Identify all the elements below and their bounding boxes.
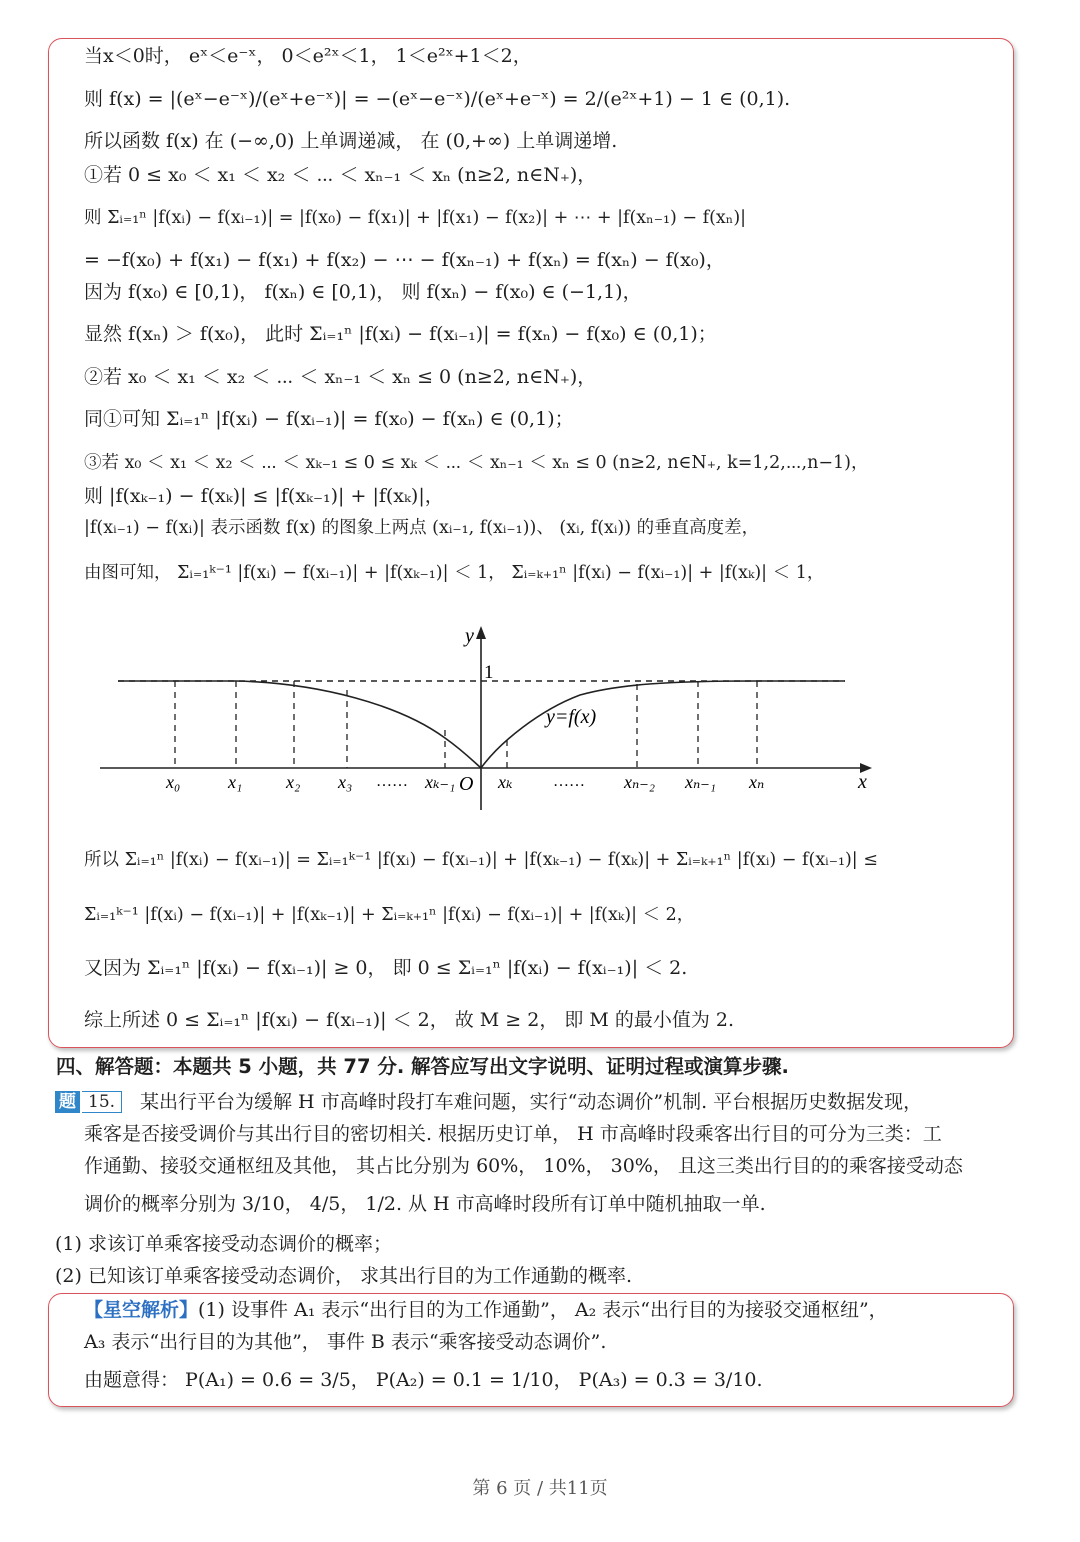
- solution-line: 则 Σᵢ₌₁ⁿ |f(xᵢ) − f(xᵢ₋₁)| = |f(x₀) − f(x₁)| + |f(x₁) − f(x₂)| + ⋯ + |f(xₙ₋₁) − f(xₙ)|: [84, 208, 747, 228]
- tick-label: xₙ: [749, 772, 765, 792]
- solution-line: 当x＜0时， eˣ＜e⁻ˣ， 0＜e²ˣ＜1， 1＜e²ˣ+1＜2，: [84, 45, 532, 67]
- problem-line: 某出行平台为缓解 H 市高峰时段打车难问题，实行“动态调价”机制. 平台根据历史数据发现，: [140, 1091, 923, 1113]
- solution-line: 显然 f(xₙ) ＞ f(x₀)， 此时 Σᵢ₌₁ⁿ |f(xᵢ) − f(xᵢ₋₁)| = f(xₙ) − f(x₀) ∈ (0,1)；: [84, 323, 717, 345]
- tick-label: xₙ₋₁: [685, 772, 717, 792]
- solution-line: 所以 Σᵢ₌₁ⁿ |f(xᵢ) − f(xᵢ₋₁)| = Σᵢ₌₁ᵏ⁻¹ |f(xᵢ) − f(xᵢ₋₁)| + |f(xₖ₋₁) − f(xₖ)| + Σᵢ₌ₖ₊₁ⁿ |f(xᵢ) − f(xᵢ₋₁)| ≤: [84, 850, 878, 870]
- problem-question: (2) 已知该订单乘客接受动态调价， 求其出行目的为工作通勤的概率.: [55, 1265, 633, 1287]
- function-graph: [0, 620, 1080, 820]
- solution-line: = −f(x₀) + f(x₁) − f(x₁) + f(x₂) − ⋯ − f(xₙ₋₁) + f(xₙ) = f(xₙ) − f(x₀)，: [84, 249, 725, 271]
- problem-line: 乘客是否接受调价与其出行目的密切相关. 根据历史订单， H 市高峰时段乘客出行目的可分为三类：工: [84, 1123, 942, 1145]
- problem-line: 作通勤、接驳交通枢纽及其他， 其占比分别为 60%， 10%， 30%， 且这三类出行目的的乘客接受动态: [84, 1155, 963, 1177]
- y-axis-label: y: [465, 625, 474, 647]
- tick-label: x₀: [166, 772, 181, 792]
- x-axis-label: x: [858, 771, 867, 793]
- solution-line: A₃ 表示“出行目的为其他”， 事件 B 表示“乘客接受动态调价”.: [84, 1331, 607, 1353]
- tick-label: xₙ₋₂: [624, 772, 656, 792]
- solution-line: 所以函数 f(x) 在 (−∞,0) 上单调递减， 在 (0,+∞) 上单调递增.: [84, 130, 618, 152]
- analysis-tag: 【星空解析】: [84, 1299, 199, 1321]
- solution-line: 则 |f(xₖ₋₁) − f(xₖ)| ≤ |f(xₖ₋₁)| + |f(xₖ)|，: [84, 485, 444, 507]
- tick-label: x₂: [286, 772, 301, 792]
- tick-label: x₃: [338, 772, 353, 792]
- curve-right: [481, 681, 845, 768]
- tick-label: ……: [553, 773, 585, 790]
- solution-line: 同①可知 Σᵢ₌₁ⁿ |f(xᵢ) − f(xᵢ₋₁)| = f(x₀) − f(xₙ) ∈ (0,1)；: [84, 408, 574, 430]
- solution-line: 则 f(x) = |(eˣ−e⁻ˣ)/(eˣ+e⁻ˣ)| = −(eˣ−e⁻ˣ)/(eˣ+e⁻ˣ) = 2/(e²ˣ+1) − 1 ∈ (0,1).: [84, 88, 791, 110]
- solution-line: (1) 设事件 A₁ 表示“出行目的为工作通勤”， A₂ 表示“出行目的为接驳交通枢纽”，: [198, 1299, 888, 1321]
- section-heading: 四、解答题：本题共 5 小题，共 77 分. 解答应写出文字说明、证明过程或演算步骤.: [56, 1055, 789, 1078]
- problem-line: 调价的概率分别为 3/10， 4/5， 1/2. 从 H 市高峰时段所有订单中随机抽取一单.: [84, 1193, 766, 1215]
- solution-line: 由题意得： P(A₁) = 0.6 = 3/5， P(A₂) = 0.1 = 1/10， P(A₃) = 0.3 = 3/10.: [84, 1369, 763, 1391]
- solution-line: Σᵢ₌₁ᵏ⁻¹ |f(xᵢ) − f(xᵢ₋₁)| + |f(xₖ₋₁)| + Σᵢ₌ₖ₊₁ⁿ |f(xᵢ) − f(xᵢ₋₁)| + |f(xₖ)| ＜ 2，: [84, 905, 695, 925]
- solution-line: ①若 0 ≤ x₀ ＜ x₁ ＜ x₂ ＜ ⋯ ＜ xₙ₋₁ ＜ xₙ (n≥2, n∈N₊)，: [84, 164, 597, 186]
- solution-line: 因为 f(x₀) ∈ [0,1)， f(xₙ) ∈ [0,1)， 则 f(xₙ) − f(x₀) ∈ (−1,1)，: [84, 281, 642, 303]
- problem-header: [55, 1089, 122, 1113]
- y-axis-arrow: [476, 626, 486, 639]
- solution-box-1: [48, 38, 1014, 1048]
- origin-label: O: [459, 773, 474, 795]
- solution-2-first-line: [84, 1298, 888, 1322]
- tick-label: x₁: [228, 772, 243, 792]
- tick-label: xₖ₋₁: [425, 772, 456, 792]
- curve-left: [118, 681, 481, 768]
- problem-label: 题: [55, 1091, 80, 1113]
- y-one-label: 1: [484, 662, 494, 683]
- curve-label: y=f(x): [546, 706, 597, 728]
- solution-line: 由图可知， Σᵢ₌₁ᵏ⁻¹ |f(xᵢ) − f(xᵢ₋₁)| + |f(xₖ₋₁)| ＜ 1， Σᵢ₌ₖ₊₁ⁿ |f(xᵢ) − f(xᵢ₋₁)| + |f(xₖ)| ＜ 1，: [84, 563, 825, 583]
- solution-line: ③若 x₀ ＜ x₁ ＜ x₂ ＜ ⋯ ＜ xₖ₋₁ ≤ 0 ≤ xₖ ＜ ⋯ ＜ xₙ₋₁ ＜ xₙ ≤ 0 (n≥2, n∈N₊, k=1,2,⋯,n−1)，: [84, 453, 869, 473]
- page-footer: 第 6 页 / 共11页: [472, 1478, 608, 1499]
- solution-line: ②若 x₀ ＜ x₁ ＜ x₂ ＜ ⋯ ＜ xₙ₋₁ ＜ xₙ ≤ 0 (n≥2, n∈N₊)，: [84, 366, 597, 388]
- problem-question: (1) 求该订单乘客接受动态调价的概率；: [55, 1233, 392, 1255]
- problem-number: 15.: [82, 1091, 122, 1113]
- tick-label: ……: [376, 773, 408, 790]
- solution-line: 综上所述 0 ≤ Σᵢ₌₁ⁿ |f(xᵢ) − f(xᵢ₋₁)| ＜ 2， 故 M ≥ 2， 即 M 的最小值为 2.: [84, 1009, 735, 1031]
- solution-line: 又因为 Σᵢ₌₁ⁿ |f(xᵢ) − f(xᵢ₋₁)| ≥ 0， 即 0 ≤ Σᵢ₌₁ⁿ |f(xᵢ) − f(xᵢ₋₁)| ＜ 2.: [84, 957, 688, 979]
- solution-line: |f(xᵢ₋₁) − f(xᵢ)| 表示函数 f(x) 的图象上两点 (xᵢ₋₁, f(xᵢ₋₁))、 (xᵢ, f(xᵢ)) 的垂直高度差，: [84, 518, 760, 538]
- tick-label: xₖ: [498, 772, 513, 792]
